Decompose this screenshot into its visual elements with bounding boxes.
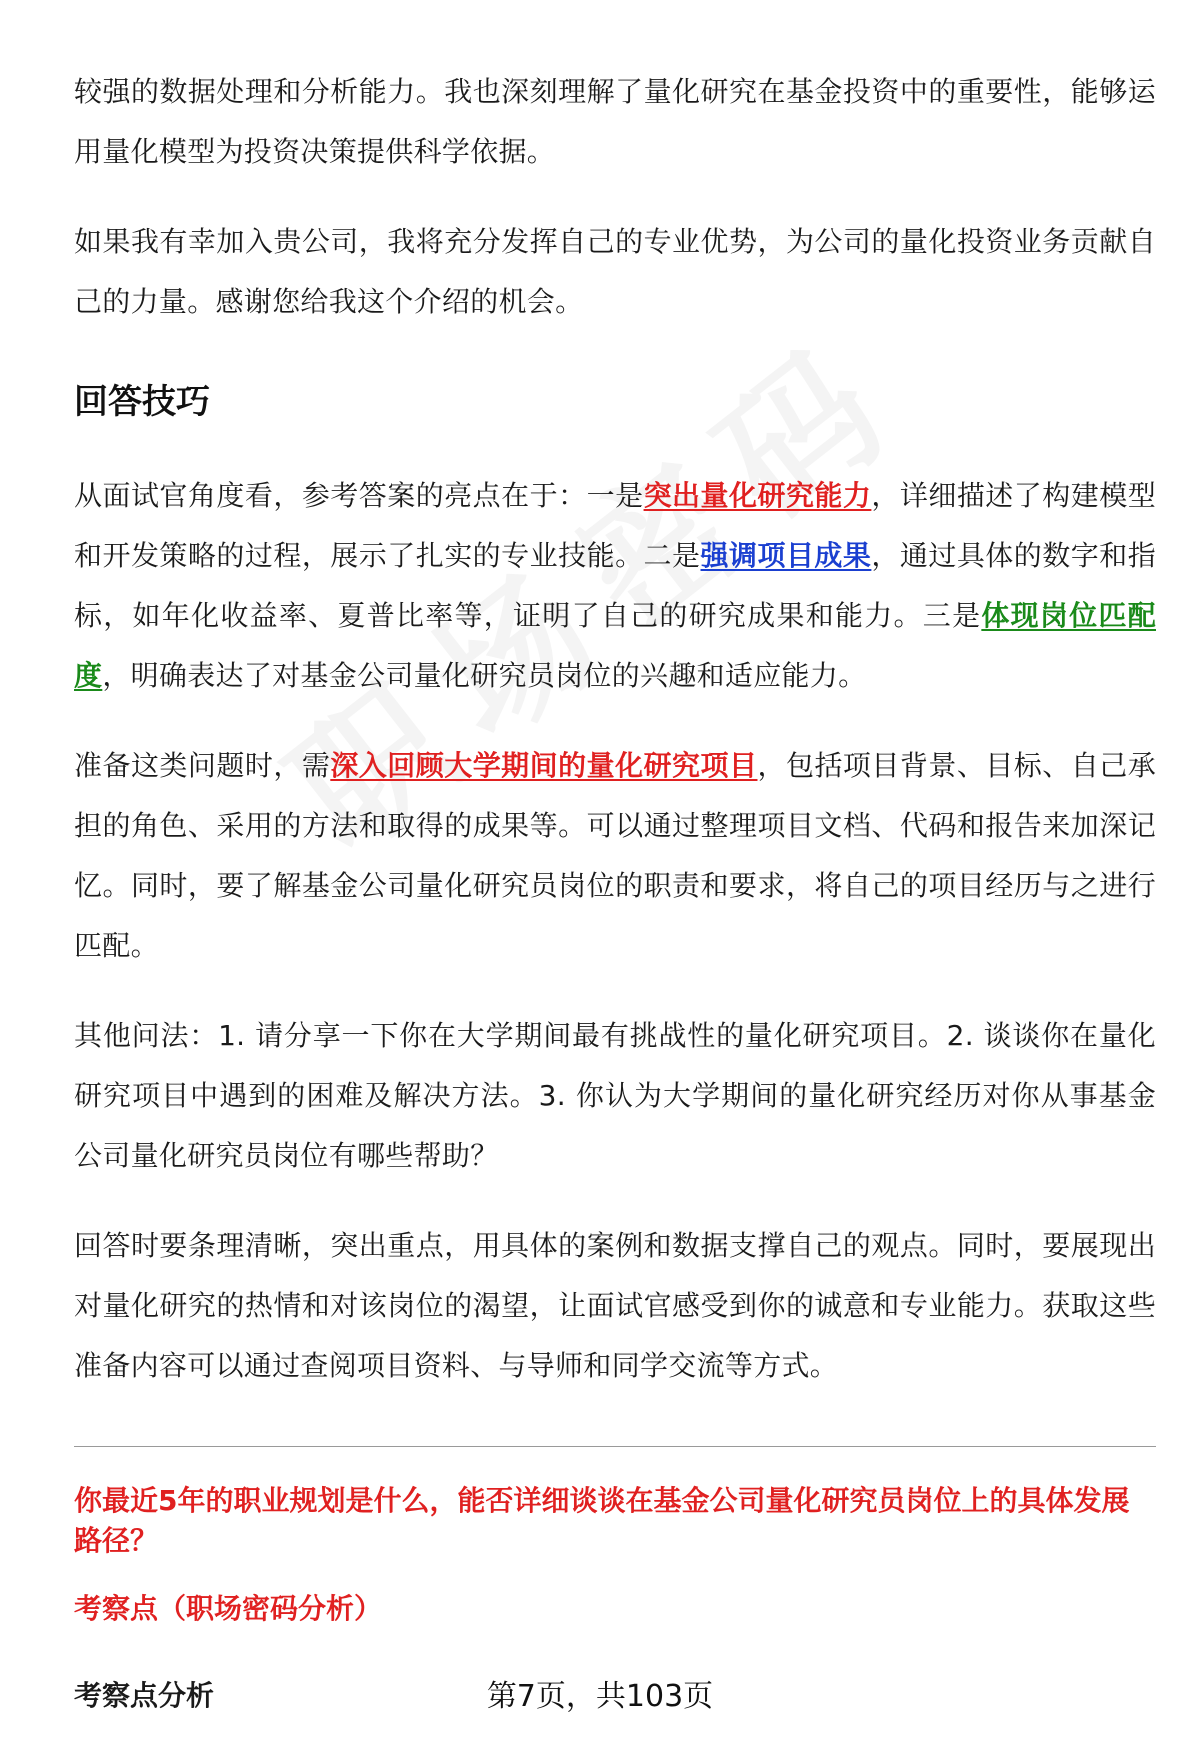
tip-paragraph-4: 回答时要条理清晰，突出重点，用具体的案例和数据支撑自己的观点。同时，要展现出对量化研究的热情和对该岗位的渴望，让面试官感受到你的诚意和专业能力。获取这些准备内容可以通过查阅项目资料、与导师和同学交流等方式。	[74, 1229, 1156, 1382]
page-content	[74, 62, 1156, 1629]
tip-text: ，包括项目背景、目标、自己承担的角色、采用的方法和取得的成果等。可以通过整理项目文档、代码和报告来加深记忆。同时，要了解基金公司量化研究员岗位的职责和要求，将自己的项目经历与之进行匹配。	[74, 749, 1156, 962]
tip-text: 从面试官角度看，参考答案的亮点在于：一是	[74, 479, 644, 512]
intro-paragraph-1: 较强的数据处理和分析能力。我也深刻理解了量化研究在基金投资中的重要性，能够运用量化模型为投资决策提供科学依据。	[74, 75, 1156, 168]
highlight-review-projects: 深入回顾大学期间的量化研究项目	[330, 749, 758, 782]
page-number: 第7页，共103页	[486, 1679, 714, 1714]
truncated-heading-text: 考察点分析	[74, 1679, 215, 1712]
assessment-point-heading: 考察点（职场密码分析）	[74, 1592, 383, 1625]
tip-text: ，通过具体的数字和指标，如年化收益率、夏普比率等，证明了自己的研究成果和能力。三是	[74, 539, 1156, 632]
section-divider	[74, 1446, 1156, 1447]
intro-paragraph-2: 如果我有幸加入贵公司，我将充分发挥自己的专业优势，为公司的量化投资业务贡献自己的力量。感谢您给我这个介绍的机会。	[74, 225, 1156, 318]
tip-paragraph-1	[74, 466, 1156, 706]
highlight-research-ability: 突出量化研究能力	[643, 479, 872, 512]
next-question-title: 你最近5年的职业规划是什么，能否详细谈谈在基金公司量化研究员岗位上的具体发展路径？	[74, 1484, 1130, 1557]
highlight-project-results: 强调项目成果	[700, 539, 872, 572]
tip-paragraph-3: 其他问法：1. 请分享一下你在大学期间最有挑战性的量化研究项目。2. 谈谈你在量化研究项目中遇到的困难及解决方法。3. 你认为大学期间的量化研究经历对你从事基金公司量化研究员岗位有哪些帮助？	[74, 1019, 1156, 1172]
tip-text: ，详细描述了构建模型和开发策略的过程，展示了扎实的专业技能。二是	[74, 479, 1156, 572]
tip-paragraph-2	[74, 736, 1156, 976]
tip-text: 准备这类问题时，需	[74, 749, 331, 782]
section-title: 回答技巧	[74, 382, 210, 422]
tip-text: ，明确表达了对基金公司量化研究员岗位的兴趣和适应能力。	[102, 659, 867, 692]
highlight-job-match: 体现岗位匹配度	[74, 599, 1156, 692]
